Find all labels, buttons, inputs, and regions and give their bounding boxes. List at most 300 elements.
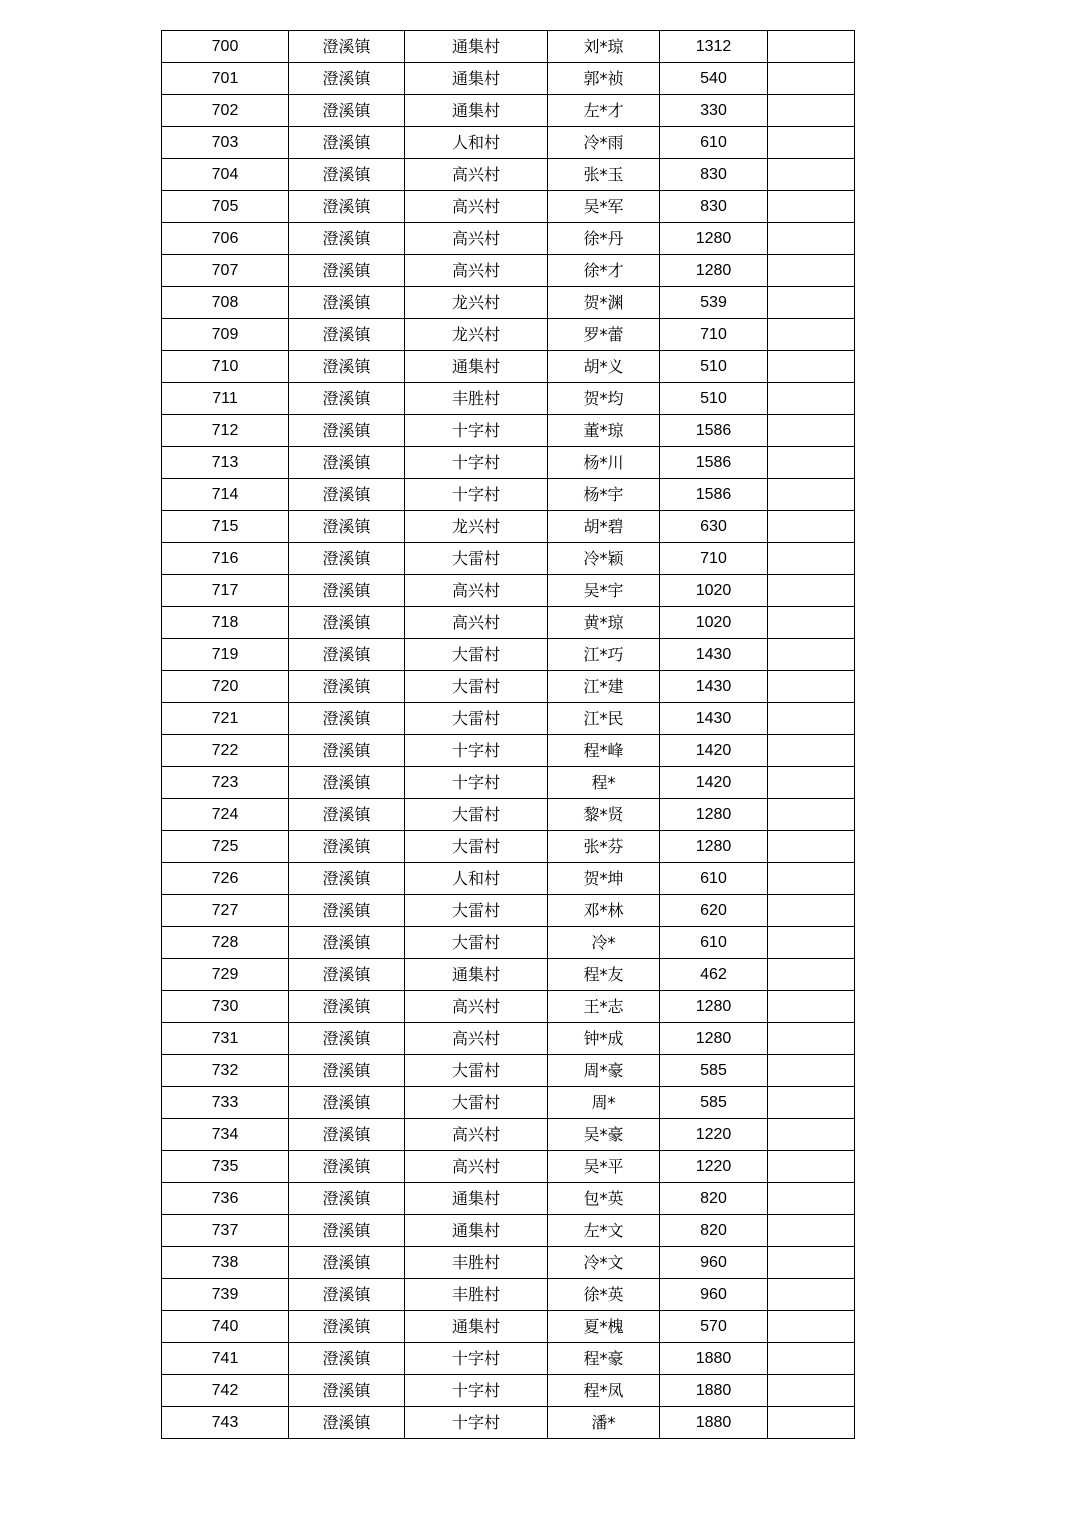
cell-number: 727 <box>162 895 289 927</box>
cell-number: 739 <box>162 1279 289 1311</box>
cell-town: 澄溪镇 <box>289 223 405 255</box>
table-row <box>162 255 855 287</box>
table-row <box>162 575 855 607</box>
cell-number: 721 <box>162 703 289 735</box>
cell-town: 澄溪镇 <box>289 159 405 191</box>
cell-note <box>768 159 855 191</box>
cell-number: 735 <box>162 1151 289 1183</box>
cell-name: 周*豪 <box>548 1055 660 1087</box>
cell-number: 728 <box>162 927 289 959</box>
cell-town: 澄溪镇 <box>289 639 405 671</box>
cell-note <box>768 991 855 1023</box>
table-row <box>162 63 855 95</box>
table-row <box>162 799 855 831</box>
table-row <box>162 1023 855 1055</box>
cell-number: 729 <box>162 959 289 991</box>
cell-note <box>768 351 855 383</box>
cell-number: 718 <box>162 607 289 639</box>
cell-name: 贺*坤 <box>548 863 660 895</box>
cell-town: 澄溪镇 <box>289 895 405 927</box>
table-row <box>162 31 855 63</box>
cell-number: 720 <box>162 671 289 703</box>
cell-name: 江*建 <box>548 671 660 703</box>
cell-village: 通集村 <box>405 1215 548 1247</box>
table-row <box>162 1055 855 1087</box>
cell-note <box>768 1023 855 1055</box>
cell-village: 丰胜村 <box>405 1247 548 1279</box>
table-row <box>162 863 855 895</box>
cell-note <box>768 927 855 959</box>
cell-amount: 830 <box>660 159 768 191</box>
cell-name: 包*英 <box>548 1183 660 1215</box>
cell-name: 黎*贤 <box>548 799 660 831</box>
cell-name: 吴*宇 <box>548 575 660 607</box>
cell-note <box>768 831 855 863</box>
cell-number: 733 <box>162 1087 289 1119</box>
table-row <box>162 383 855 415</box>
cell-village: 大雷村 <box>405 1055 548 1087</box>
cell-name: 左*才 <box>548 95 660 127</box>
cell-town: 澄溪镇 <box>289 1247 405 1279</box>
cell-town: 澄溪镇 <box>289 383 405 415</box>
cell-note <box>768 575 855 607</box>
cell-note <box>768 191 855 223</box>
table-row <box>162 223 855 255</box>
cell-note <box>768 95 855 127</box>
table-row <box>162 1279 855 1311</box>
cell-town: 澄溪镇 <box>289 575 405 607</box>
cell-name: 杨*川 <box>548 447 660 479</box>
cell-number: 743 <box>162 1407 289 1439</box>
cell-note <box>768 959 855 991</box>
table-row <box>162 159 855 191</box>
cell-town: 澄溪镇 <box>289 1055 405 1087</box>
cell-note <box>768 127 855 159</box>
cell-town: 澄溪镇 <box>289 63 405 95</box>
cell-village: 通集村 <box>405 1311 548 1343</box>
cell-note <box>768 479 855 511</box>
cell-amount: 1586 <box>660 447 768 479</box>
cell-village: 大雷村 <box>405 1087 548 1119</box>
table-row <box>162 831 855 863</box>
cell-note <box>768 1247 855 1279</box>
cell-number: 715 <box>162 511 289 543</box>
cell-village: 十字村 <box>405 479 548 511</box>
cell-town: 澄溪镇 <box>289 607 405 639</box>
cell-town: 澄溪镇 <box>289 191 405 223</box>
cell-name: 程*峰 <box>548 735 660 767</box>
cell-number: 714 <box>162 479 289 511</box>
cell-amount: 1020 <box>660 575 768 607</box>
cell-village: 丰胜村 <box>405 383 548 415</box>
cell-amount: 510 <box>660 383 768 415</box>
cell-amount: 1880 <box>660 1343 768 1375</box>
cell-amount: 570 <box>660 1311 768 1343</box>
table-row <box>162 927 855 959</box>
cell-note <box>768 1311 855 1343</box>
cell-number: 736 <box>162 1183 289 1215</box>
cell-name: 周* <box>548 1087 660 1119</box>
cell-note <box>768 895 855 927</box>
table-row <box>162 95 855 127</box>
cell-town: 澄溪镇 <box>289 1407 405 1439</box>
cell-town: 澄溪镇 <box>289 735 405 767</box>
cell-name: 左*文 <box>548 1215 660 1247</box>
cell-number: 737 <box>162 1215 289 1247</box>
cell-name: 江*民 <box>548 703 660 735</box>
cell-town: 澄溪镇 <box>289 1119 405 1151</box>
cell-number: 719 <box>162 639 289 671</box>
cell-town: 澄溪镇 <box>289 799 405 831</box>
cell-amount: 1280 <box>660 1023 768 1055</box>
cell-name: 徐*才 <box>548 255 660 287</box>
cell-name: 胡*义 <box>548 351 660 383</box>
cell-town: 澄溪镇 <box>289 1343 405 1375</box>
table-row <box>162 319 855 351</box>
cell-name: 潘* <box>548 1407 660 1439</box>
cell-number: 734 <box>162 1119 289 1151</box>
cell-town: 澄溪镇 <box>289 1279 405 1311</box>
cell-town: 澄溪镇 <box>289 255 405 287</box>
cell-amount: 610 <box>660 863 768 895</box>
cell-name: 钟*成 <box>548 1023 660 1055</box>
cell-note <box>768 447 855 479</box>
cell-village: 大雷村 <box>405 927 548 959</box>
cell-number: 724 <box>162 799 289 831</box>
cell-village: 高兴村 <box>405 607 548 639</box>
cell-amount: 1420 <box>660 735 768 767</box>
cell-amount: 1280 <box>660 799 768 831</box>
table-row <box>162 415 855 447</box>
cell-amount: 1312 <box>660 31 768 63</box>
cell-note <box>768 1183 855 1215</box>
cell-village: 高兴村 <box>405 223 548 255</box>
cell-number: 709 <box>162 319 289 351</box>
cell-town: 澄溪镇 <box>289 1215 405 1247</box>
cell-name: 王*志 <box>548 991 660 1023</box>
cell-village: 大雷村 <box>405 671 548 703</box>
cell-name: 郭*祯 <box>548 63 660 95</box>
cell-amount: 830 <box>660 191 768 223</box>
cell-number: 732 <box>162 1055 289 1087</box>
cell-village: 高兴村 <box>405 1151 548 1183</box>
cell-village: 十字村 <box>405 1375 548 1407</box>
cell-amount: 1430 <box>660 639 768 671</box>
cell-amount: 1420 <box>660 767 768 799</box>
cell-number: 741 <box>162 1343 289 1375</box>
cell-village: 通集村 <box>405 1183 548 1215</box>
cell-village: 通集村 <box>405 351 548 383</box>
cell-name: 刘*琼 <box>548 31 660 63</box>
table-row <box>162 1311 855 1343</box>
cell-note <box>768 1407 855 1439</box>
cell-note <box>768 1119 855 1151</box>
cell-amount: 1280 <box>660 991 768 1023</box>
table-row <box>162 959 855 991</box>
cell-note <box>768 1151 855 1183</box>
cell-note <box>768 1279 855 1311</box>
cell-note <box>768 543 855 575</box>
cell-number: 701 <box>162 63 289 95</box>
cell-town: 澄溪镇 <box>289 127 405 159</box>
cell-name: 贺*渊 <box>548 287 660 319</box>
cell-amount: 585 <box>660 1055 768 1087</box>
cell-amount: 510 <box>660 351 768 383</box>
table-row <box>162 1183 855 1215</box>
cell-amount: 820 <box>660 1183 768 1215</box>
cell-amount: 610 <box>660 927 768 959</box>
cell-amount: 330 <box>660 95 768 127</box>
cell-amount: 610 <box>660 127 768 159</box>
cell-number: 711 <box>162 383 289 415</box>
cell-amount: 585 <box>660 1087 768 1119</box>
cell-note <box>768 639 855 671</box>
cell-village: 通集村 <box>405 63 548 95</box>
cell-name: 贺*均 <box>548 383 660 415</box>
cell-note <box>768 63 855 95</box>
cell-amount: 710 <box>660 319 768 351</box>
cell-amount: 960 <box>660 1247 768 1279</box>
cell-village: 高兴村 <box>405 991 548 1023</box>
cell-note <box>768 799 855 831</box>
cell-village: 通集村 <box>405 31 548 63</box>
cell-town: 澄溪镇 <box>289 1375 405 1407</box>
table-row <box>162 479 855 511</box>
cell-town: 澄溪镇 <box>289 831 405 863</box>
cell-note <box>768 1087 855 1119</box>
cell-name: 董*琼 <box>548 415 660 447</box>
cell-number: 713 <box>162 447 289 479</box>
cell-number: 740 <box>162 1311 289 1343</box>
cell-amount: 1586 <box>660 415 768 447</box>
cell-name: 吴*豪 <box>548 1119 660 1151</box>
cell-village: 十字村 <box>405 735 548 767</box>
cell-town: 澄溪镇 <box>289 479 405 511</box>
cell-town: 澄溪镇 <box>289 351 405 383</box>
cell-number: 700 <box>162 31 289 63</box>
cell-note <box>768 1343 855 1375</box>
cell-number: 708 <box>162 287 289 319</box>
cell-number: 717 <box>162 575 289 607</box>
cell-village: 十字村 <box>405 447 548 479</box>
cell-note <box>768 31 855 63</box>
table-row <box>162 767 855 799</box>
cell-amount: 1430 <box>660 703 768 735</box>
cell-town: 澄溪镇 <box>289 287 405 319</box>
cell-town: 澄溪镇 <box>289 863 405 895</box>
cell-name: 徐*英 <box>548 1279 660 1311</box>
cell-number: 712 <box>162 415 289 447</box>
cell-note <box>768 383 855 415</box>
table-row <box>162 895 855 927</box>
cell-amount: 1020 <box>660 607 768 639</box>
cell-note <box>768 287 855 319</box>
cell-name: 程*凤 <box>548 1375 660 1407</box>
cell-amount: 1430 <box>660 671 768 703</box>
cell-note <box>768 511 855 543</box>
cell-name: 程*友 <box>548 959 660 991</box>
cell-number: 703 <box>162 127 289 159</box>
cell-number: 738 <box>162 1247 289 1279</box>
cell-village: 通集村 <box>405 959 548 991</box>
cell-note <box>768 671 855 703</box>
cell-name: 程*豪 <box>548 1343 660 1375</box>
cell-note <box>768 319 855 351</box>
cell-amount: 820 <box>660 1215 768 1247</box>
table-row <box>162 671 855 703</box>
cell-name: 江*巧 <box>548 639 660 671</box>
cell-village: 丰胜村 <box>405 1279 548 1311</box>
table-row <box>162 735 855 767</box>
cell-amount: 960 <box>660 1279 768 1311</box>
cell-name: 程* <box>548 767 660 799</box>
cell-name: 徐*丹 <box>548 223 660 255</box>
cell-number: 702 <box>162 95 289 127</box>
table-row <box>162 1119 855 1151</box>
table-row <box>162 543 855 575</box>
cell-town: 澄溪镇 <box>289 31 405 63</box>
cell-village: 人和村 <box>405 127 548 159</box>
cell-number: 707 <box>162 255 289 287</box>
table-row <box>162 1375 855 1407</box>
cell-note <box>768 1375 855 1407</box>
cell-name: 冷*雨 <box>548 127 660 159</box>
cell-village: 人和村 <box>405 863 548 895</box>
cell-number: 725 <box>162 831 289 863</box>
cell-name: 吴*平 <box>548 1151 660 1183</box>
cell-town: 澄溪镇 <box>289 1311 405 1343</box>
table-row <box>162 351 855 383</box>
cell-note <box>768 703 855 735</box>
table-row <box>162 1151 855 1183</box>
cell-town: 澄溪镇 <box>289 1087 405 1119</box>
cell-village: 龙兴村 <box>405 511 548 543</box>
cell-name: 冷*颖 <box>548 543 660 575</box>
table-body <box>162 31 855 1439</box>
cell-village: 大雷村 <box>405 799 548 831</box>
table-row <box>162 447 855 479</box>
table-row <box>162 511 855 543</box>
table-row <box>162 1247 855 1279</box>
cell-number: 731 <box>162 1023 289 1055</box>
table-row <box>162 639 855 671</box>
cell-number: 710 <box>162 351 289 383</box>
cell-note <box>768 223 855 255</box>
cell-number: 722 <box>162 735 289 767</box>
cell-town: 澄溪镇 <box>289 543 405 575</box>
table-row <box>162 1087 855 1119</box>
cell-name: 张*芬 <box>548 831 660 863</box>
cell-amount: 630 <box>660 511 768 543</box>
cell-village: 高兴村 <box>405 1119 548 1151</box>
cell-town: 澄溪镇 <box>289 1183 405 1215</box>
cell-village: 十字村 <box>405 1407 548 1439</box>
cell-amount: 1220 <box>660 1151 768 1183</box>
cell-village: 大雷村 <box>405 543 548 575</box>
cell-name: 冷* <box>548 927 660 959</box>
cell-village: 大雷村 <box>405 831 548 863</box>
cell-number: 723 <box>162 767 289 799</box>
cell-name: 黄*琼 <box>548 607 660 639</box>
cell-village: 高兴村 <box>405 575 548 607</box>
table-row <box>162 287 855 319</box>
cell-note <box>768 863 855 895</box>
cell-town: 澄溪镇 <box>289 95 405 127</box>
cell-amount: 1280 <box>660 223 768 255</box>
cell-town: 澄溪镇 <box>289 767 405 799</box>
cell-note <box>768 1055 855 1087</box>
cell-town: 澄溪镇 <box>289 1023 405 1055</box>
cell-name: 夏*槐 <box>548 1311 660 1343</box>
cell-amount: 620 <box>660 895 768 927</box>
cell-village: 高兴村 <box>405 191 548 223</box>
cell-village: 高兴村 <box>405 255 548 287</box>
cell-town: 澄溪镇 <box>289 511 405 543</box>
cell-number: 706 <box>162 223 289 255</box>
cell-name: 邓*林 <box>548 895 660 927</box>
cell-amount: 1880 <box>660 1375 768 1407</box>
cell-amount: 1280 <box>660 831 768 863</box>
cell-town: 澄溪镇 <box>289 447 405 479</box>
cell-name: 杨*宇 <box>548 479 660 511</box>
cell-amount: 539 <box>660 287 768 319</box>
cell-village: 龙兴村 <box>405 319 548 351</box>
cell-number: 705 <box>162 191 289 223</box>
cell-name: 冷*文 <box>548 1247 660 1279</box>
cell-amount: 710 <box>660 543 768 575</box>
cell-town: 澄溪镇 <box>289 959 405 991</box>
cell-town: 澄溪镇 <box>289 927 405 959</box>
table-row <box>162 1343 855 1375</box>
cell-name: 张*玉 <box>548 159 660 191</box>
table-row <box>162 991 855 1023</box>
cell-village: 十字村 <box>405 415 548 447</box>
cell-village: 通集村 <box>405 95 548 127</box>
cell-village: 龙兴村 <box>405 287 548 319</box>
cell-note <box>768 1215 855 1247</box>
cell-number: 742 <box>162 1375 289 1407</box>
cell-village: 十字村 <box>405 1343 548 1375</box>
table-row <box>162 1215 855 1247</box>
data-table <box>161 30 855 1439</box>
cell-town: 澄溪镇 <box>289 1151 405 1183</box>
cell-amount: 462 <box>660 959 768 991</box>
table-row <box>162 127 855 159</box>
cell-village: 大雷村 <box>405 703 548 735</box>
cell-amount: 1220 <box>660 1119 768 1151</box>
table-row <box>162 1407 855 1439</box>
table-row <box>162 703 855 735</box>
cell-note <box>768 255 855 287</box>
cell-village: 大雷村 <box>405 639 548 671</box>
cell-town: 澄溪镇 <box>289 415 405 447</box>
cell-number: 704 <box>162 159 289 191</box>
cell-note <box>768 767 855 799</box>
cell-name: 吴*军 <box>548 191 660 223</box>
cell-number: 716 <box>162 543 289 575</box>
cell-note <box>768 607 855 639</box>
cell-village: 高兴村 <box>405 1023 548 1055</box>
cell-note <box>768 735 855 767</box>
cell-town: 澄溪镇 <box>289 319 405 351</box>
cell-name: 胡*碧 <box>548 511 660 543</box>
cell-village: 高兴村 <box>405 159 548 191</box>
cell-village: 大雷村 <box>405 895 548 927</box>
cell-note <box>768 415 855 447</box>
cell-town: 澄溪镇 <box>289 671 405 703</box>
cell-amount: 1280 <box>660 255 768 287</box>
cell-amount: 1880 <box>660 1407 768 1439</box>
